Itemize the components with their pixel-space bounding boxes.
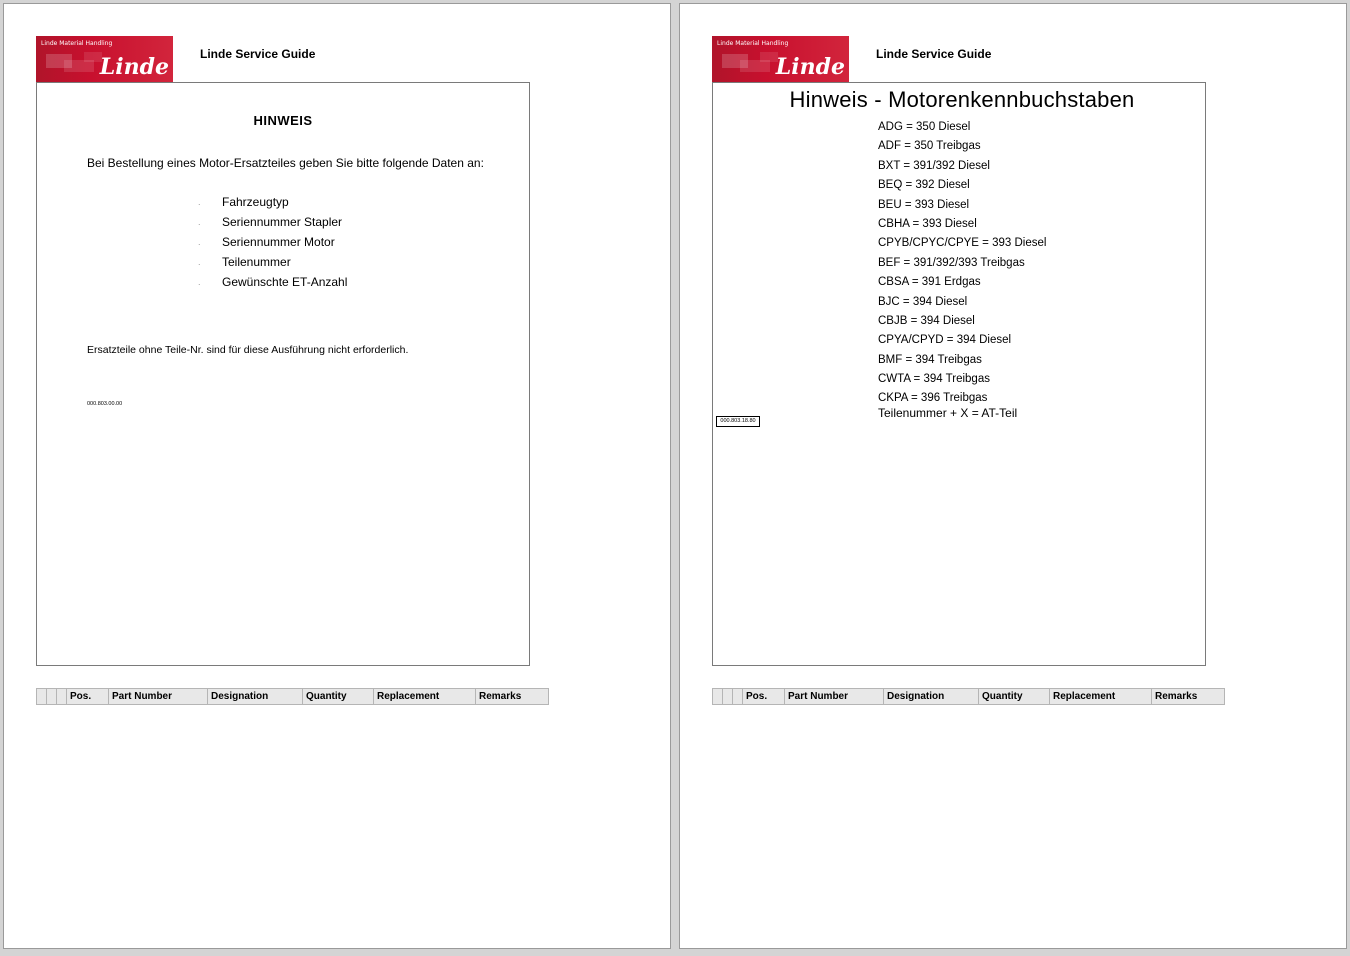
intro-text: Bei Bestellung eines Motor-Ersatzteiles geben Sie bitte folgende Daten an: [87,156,484,170]
col-replacement: Replacement [374,689,476,704]
guide-title: Linde Service Guide [876,47,992,61]
table-header-spacer [47,689,57,704]
page-title: Hinweis - Motorenkennbuchstaben [789,87,1135,112]
page-right [679,3,1347,949]
linde-logo [36,36,173,82]
col-quantity: Quantity [979,689,1050,704]
list-item: BXT = 391/392 Diesel [878,159,990,172]
guide-title: Linde Service Guide [200,47,316,61]
col-pos: Pos. [67,689,109,704]
list-item: CBSA = 391 Erdgas [878,276,981,289]
table-header-spacer [723,689,733,704]
table-header-spacer [37,689,47,704]
list-item: CPYB/CPYC/CPYE = 393 Diesel [878,237,1047,250]
parts-table-header [712,688,1225,705]
logo-subtitle: Linde Material Handling [717,40,789,47]
logo-subtitle: Linde Material Handling [41,40,113,47]
list-item: . Fahrzeugtyp [198,195,289,209]
note-text: Ersatzteile ohne Teile-Nr. sind für diese Ausführung nicht erforderlich. [87,344,409,356]
engine-code-list [878,120,1046,411]
col-quantity: Quantity [303,689,374,704]
col-pos: Pos. [743,689,785,704]
linde-logo [712,36,849,82]
list-item: ADF = 350 Treibgas [878,140,981,153]
list-item: . Teilenummer [198,255,291,269]
list-item: BEF = 391/392/393 Treibgas [878,256,1025,269]
list-item: ADG = 350 Diesel [878,121,971,133]
list-item: BEQ = 392 Diesel [878,179,970,192]
list-item: . Seriennummer Stapler [198,215,343,229]
table-header-spacer [713,689,723,704]
list-item: CBHA = 393 Diesel [878,217,977,230]
list-item: BMF = 394 Treibgas [878,353,982,366]
parts-table-header [36,688,549,705]
col-replacement: Replacement [1050,689,1152,704]
drawing-code: 000.803.00.00 [87,401,123,407]
content-frame [36,82,530,666]
list-item: . Gewünschte ET-Anzahl [198,275,348,289]
col-designation: Designation [208,689,303,704]
drawing-code: 000.803.18.80 [716,416,760,427]
list-item: CKPA = 396 Treibgas [878,392,988,405]
list-item: CBJB = 394 Diesel [878,314,975,327]
col-part-number: Part Number [785,689,884,704]
footnote-text: Teilenummer + X = AT-Teil [878,406,1018,420]
required-data-list [198,195,348,295]
list-item: CWTA = 394 Treibgas [878,373,990,386]
page-left [3,3,671,949]
table-header-spacer [733,689,743,704]
col-remarks: Remarks [1155,691,1198,702]
logo-mark: Linde [775,54,845,80]
table-header-spacer [57,689,67,704]
col-part-number: Part Number [109,689,208,704]
list-item: CPYA/CPYD = 394 Diesel [878,334,1012,347]
list-item: BJC = 394 Diesel [878,295,968,308]
logo-mark: Linde [99,54,169,80]
page-title: HINWEIS [253,113,313,128]
list-item: BEU = 393 Diesel [878,198,970,211]
content-frame [712,82,1206,666]
col-remarks: Remarks [479,691,522,702]
col-designation: Designation [884,689,979,704]
list-item: . Seriennummer Motor [198,235,335,249]
